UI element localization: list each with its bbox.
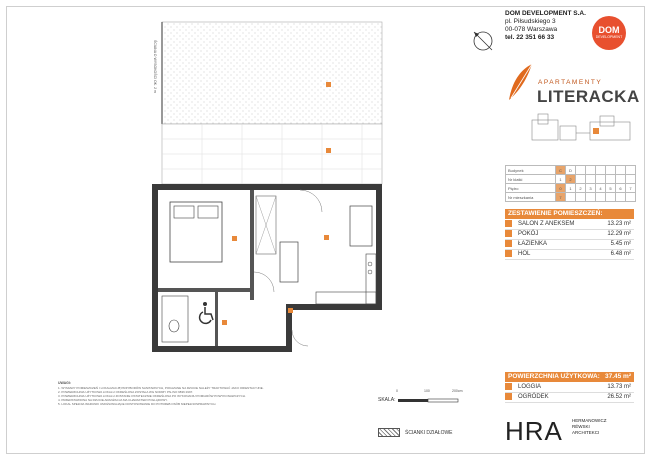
room-name: POKÓJ <box>518 231 539 238</box>
note-line: 3. POWIERZCHNIA UŻYTKOWA LOKALU ZOSTANIE OSTATECZNIE OKREŚLONA PO WYKONANIU POMIARÓW POWYKONAWCZYCH. <box>58 394 246 398</box>
bed-icon <box>170 202 222 262</box>
note-line: 4. PRZEDSTAWIONA NA RZUCIE ARANŻACJA MA CHARAKTER POGLĄDOWY. <box>58 398 168 402</box>
shower-icon <box>162 296 188 342</box>
feather-logo-icon <box>506 62 536 104</box>
company-name: DOM DEVELOPMENT S.A. <box>505 10 586 17</box>
company-city: 00-078 Warszawa <box>505 26 558 33</box>
dom-logo <box>592 16 626 50</box>
dining-table-icon <box>280 242 298 282</box>
room-area: 5.45 m² <box>610 241 631 247</box>
building-table <box>505 165 636 202</box>
scale-label: SKALA: <box>378 397 396 403</box>
floor-plan <box>140 20 400 365</box>
list-item <box>505 230 634 240</box>
table-row: Piętro 0 1 2 3 4 5 6 7 <box>506 184 636 193</box>
usable-value: 37.45 m² <box>604 373 631 380</box>
table-row: Budynek C D <box>506 166 636 175</box>
list-item <box>505 383 634 393</box>
north-arrow-icon <box>470 28 496 54</box>
scale-mark: 200cm <box>452 389 463 393</box>
room-name: HOL <box>518 251 531 258</box>
sofa-icon <box>350 206 372 246</box>
extra-name: LOGGIA <box>518 384 542 391</box>
room-area: 6.48 m² <box>610 251 631 257</box>
brand-title: LITERACKA <box>537 87 640 106</box>
list-item <box>505 393 634 403</box>
notes <box>58 386 358 406</box>
room-name: ŁAZIENKA <box>518 241 548 248</box>
dom-logo-subtext: DEVELOPMENT <box>595 35 623 39</box>
room-area: 12.29 m² <box>607 231 631 237</box>
company-street: pl. Piłsudskiego 3 <box>505 18 556 25</box>
table-row: Nr klatki 1 2 <box>506 175 636 184</box>
company-info <box>505 10 586 42</box>
architect-logo: HRA <box>505 416 563 446</box>
company-phone: tel. 22 351 66 33 <box>505 34 555 41</box>
wheelchair-icon <box>200 302 213 323</box>
room-name: SALON Z ANEKSEM <box>518 221 575 228</box>
room-area: 13.23 m² <box>607 221 631 227</box>
note-line: 1. WYMIARY POMIESZCZEŃ I LOKALIZACJĘ PRZYBORÓW SANITARNYCH, POKAZANE NA RZUCIE NALEŻY TRAKTOWAĆ JAKO ORIENTACYJNE. <box>58 386 264 390</box>
table-row: Nr mieszkania 7 <box>506 193 636 202</box>
garden-area <box>162 22 382 124</box>
toilet-icon <box>169 320 179 332</box>
brand-subtitle: APARTAMENTY <box>538 79 603 86</box>
scale-bar <box>396 393 466 407</box>
architect-name: HERMANOWICZ RÉWSKI ARCHITEKCI <box>572 418 607 435</box>
extra-area: 26.52 m² <box>607 394 631 400</box>
scale-mark: 0 <box>396 389 398 393</box>
notes-title: UWAGI: <box>58 381 72 385</box>
partition-legend: ŚCIANKI DZIAŁOWE <box>405 430 453 436</box>
usable-area-bar <box>505 372 634 382</box>
usable-label: POWIERZCHNIA UŻYTKOWA: <box>508 373 600 380</box>
note-line: 5. LOKAL SPEŁNIA WARUNKI UMOŻLIWIAJĄCE DOSTOSOWANIE DO POTRZEB OSÓB NIEPEŁNOSPRAWNYCH. <box>58 402 217 406</box>
scale-mark: 100 <box>424 389 430 393</box>
list-item <box>505 220 634 230</box>
wall-height-note: ŚCIANA O WYSOKOŚCI OK. 2 m <box>153 40 157 93</box>
rooms-header: ZESTAWIENIE POMIESZCZEŃ: <box>505 209 634 219</box>
key-plan <box>530 112 640 150</box>
list-item <box>505 250 634 260</box>
partition-legend-swatch <box>378 428 400 437</box>
extra-name: OGRÓDEK <box>518 394 549 401</box>
kitchen-counter-icon <box>316 292 376 304</box>
extra-area: 13.73 m² <box>607 384 631 390</box>
list-item <box>505 240 634 250</box>
dom-logo-text: DOM <box>598 25 620 35</box>
note-line: 2. POWIERZCHNIA UŻYTKOWA LOKALU OKREŚLONA ZOSTAŁA WG NORMY PN-ISO 9836:1997. <box>58 390 194 394</box>
